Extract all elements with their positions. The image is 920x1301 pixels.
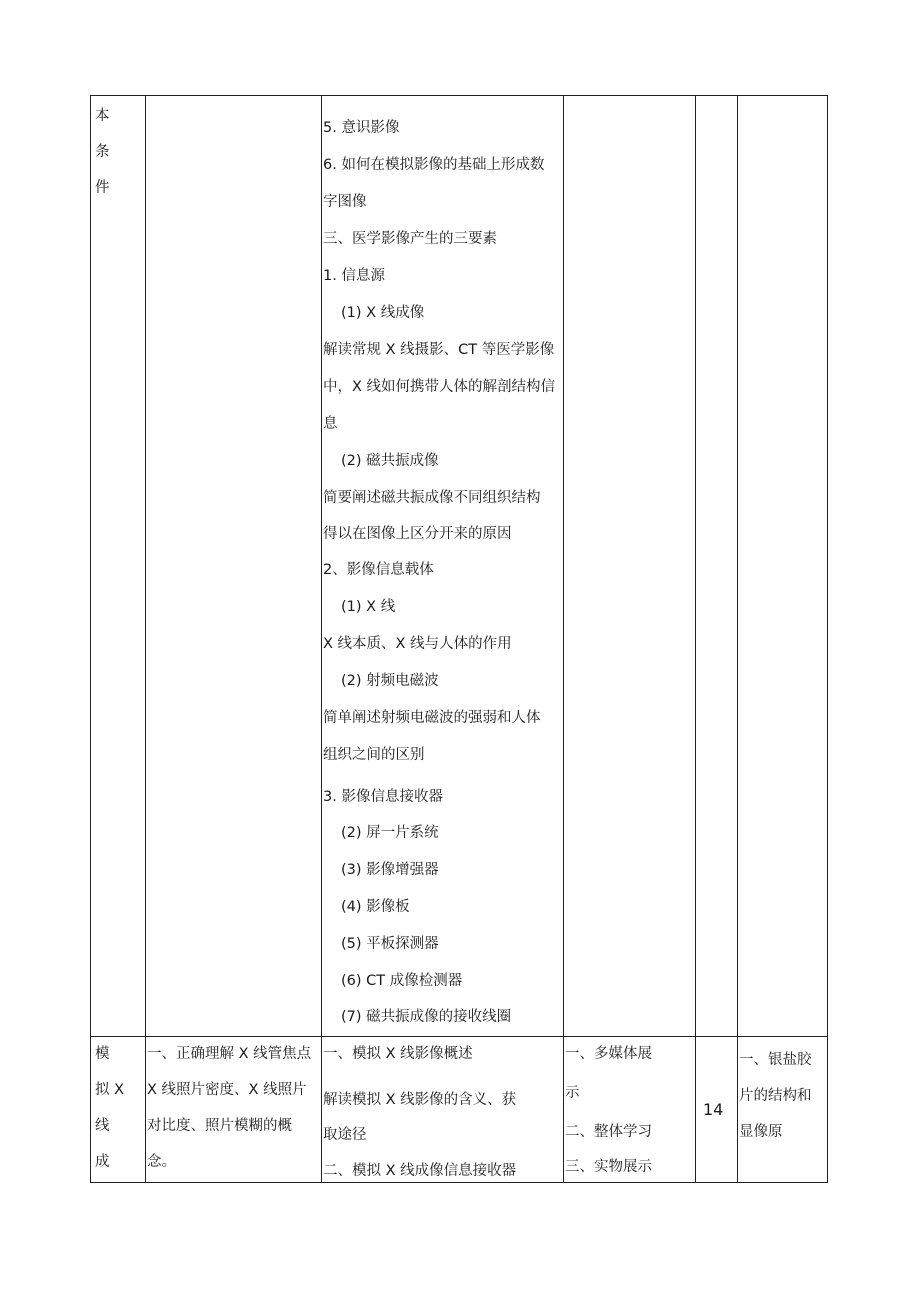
content-line: 组织之间的区别 xyxy=(323,747,425,763)
content-line: (7) 磁共振成像的接收线圈 xyxy=(341,1009,512,1025)
content-line: 6. 如何在模拟影像的基础上形成数 xyxy=(323,157,545,173)
content-line: (2) 射频电磁波 xyxy=(341,673,439,689)
content-line: (5) 平板探测器 xyxy=(341,936,439,952)
category-text: 成 xyxy=(95,1154,110,1170)
row1-category-cell xyxy=(91,96,145,1036)
row2-content-cell xyxy=(321,1036,563,1184)
notes-line: 显像原 xyxy=(739,1124,783,1140)
category-text: 模 xyxy=(95,1046,110,1062)
content-line: (6) CT 成像检测器 xyxy=(341,973,463,989)
content-line: X 线本质、X 线与人体的作用 xyxy=(323,636,512,652)
objective-line: 一、正确理解 X 线管焦点 xyxy=(147,1046,312,1062)
objective-line: 对比度、照片模糊的概 xyxy=(147,1118,292,1134)
objective-line: 念。 xyxy=(147,1154,176,1170)
category-text: 条 xyxy=(95,144,110,160)
row1-notes-cell xyxy=(737,96,829,1036)
content-line: 一、模拟 X 线影像概述 xyxy=(323,1046,473,1062)
category-text: 本 xyxy=(95,108,110,124)
row2-notes-cell xyxy=(737,1036,829,1184)
content-line: (1) X 线成像 xyxy=(341,305,425,321)
hours-value: 14 xyxy=(703,1100,724,1119)
content-line: 简要阐述磁共振成像不同组织结构 xyxy=(323,490,541,506)
row1-method-cell xyxy=(563,96,695,1036)
content-line: 中，X 线如何携带人体的解剖结构信 xyxy=(323,379,556,395)
category-text: 拟 X xyxy=(95,1082,125,1098)
notes-line: 一、银盐胶 xyxy=(739,1052,812,1068)
content-line: 二、模拟 X 线成像信息接收器 xyxy=(323,1163,517,1179)
objective-line: X 线照片密度、X 线照片 xyxy=(147,1082,307,1098)
row1-hours-cell xyxy=(695,96,737,1036)
row2-category-cell xyxy=(91,1036,145,1184)
content-line: 取途径 xyxy=(323,1127,367,1143)
row1-content-cell xyxy=(321,96,563,1036)
content-line: 5. 意识影像 xyxy=(323,120,400,136)
content-line: (2) 屏一片系统 xyxy=(341,825,439,841)
content-line: (1) X 线 xyxy=(341,599,396,615)
content-line: 三、医学影像产生的三要素 xyxy=(323,231,497,247)
notes-line: 片的结构和 xyxy=(739,1088,812,1104)
content-line: (3) 影像增强器 xyxy=(341,862,439,878)
content-line: 3. 影像信息接收器 xyxy=(323,789,443,805)
method-line: 示 xyxy=(565,1085,580,1101)
method-line: 三、实物展示 xyxy=(565,1159,652,1175)
row2-method-cell xyxy=(563,1036,695,1184)
content-line: 解读常规 X 线摄影、CT 等医学影像 xyxy=(323,342,555,358)
row1-objectives-cell xyxy=(145,96,321,1036)
content-line: 字图像 xyxy=(323,194,367,210)
content-line: 简单阐述射频电磁波的强弱和人体 xyxy=(323,710,541,726)
content-line: (4) 影像板 xyxy=(341,899,410,915)
content-line: 2、影像信息载体 xyxy=(323,562,434,578)
content-line: 解读模拟 X 线影像的含义、获 xyxy=(323,1092,517,1108)
row2-hours-cell xyxy=(695,1036,737,1184)
method-line: 一、多媒体展 xyxy=(565,1046,652,1062)
content-line: 1. 信息源 xyxy=(323,268,385,284)
content-line: 得以在图像上区分开来的原因 xyxy=(323,526,512,542)
category-text: 件 xyxy=(95,180,110,196)
row2-objectives-cell xyxy=(145,1036,321,1184)
content-line: 息 xyxy=(323,416,338,432)
method-line: 二、整体学习 xyxy=(565,1124,652,1140)
course-table xyxy=(90,95,828,1183)
category-text: 线 xyxy=(95,1118,110,1134)
content-line: (2) 磁共振成像 xyxy=(341,453,439,469)
